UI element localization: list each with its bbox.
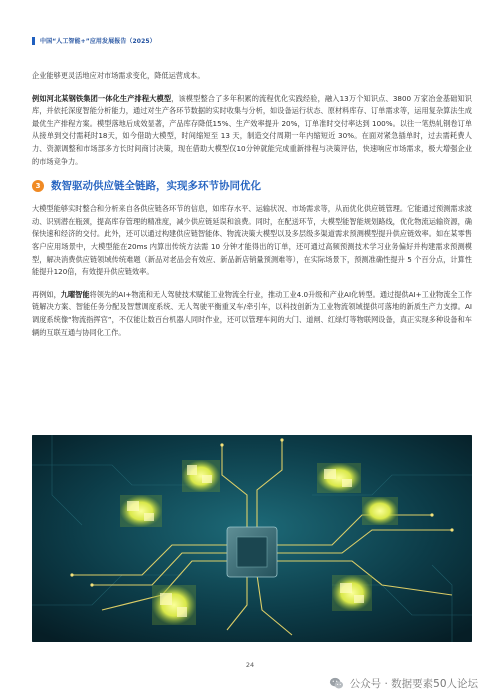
jiuyao-example-prefix: 再例如， <box>32 289 61 299</box>
steel-example-lead: 例如河北某钢铁集团一体化生产排程大模型 <box>32 93 172 103</box>
wechat-logo-icon <box>329 676 344 691</box>
paragraph-steel-example <box>32 93 472 169</box>
report-header <box>32 36 156 45</box>
jiuyao-company-name: 九曜智能 <box>60 289 90 299</box>
section-title: 数智驱动供应链全链路，实现多环节协同优化 <box>51 180 261 193</box>
section-number-badge: 3 <box>32 180 44 192</box>
page-number: 24 <box>245 661 255 669</box>
paragraph-0: 企业能够更灵活地应对市场需求变化，降低运营成本。 <box>32 71 205 80</box>
circuit-board-figure <box>32 435 472 642</box>
jiuyao-example-text: 将领先的AI+物流和无人驾驶技术赋能工业物流全行业，推动工业4.0升级和产业AI化转型。通过提供AI+工业物流全工作链解决方案、智能任务分配及智慧调度系统、无人驾驶平衡重叉车/牵引车，以科技创新为工业物流领域提供可落地的新质生产力支撑。AI调度系统像“物流指挥官”，不仅能让数百台机器人同时作业，还可以管理车间的大门、道闸、红绿灯等物联网设备，真正实现多种设备和车辆的互联互通与协同化工作。 <box>32 289 472 337</box>
watermark-text: 公众号 · 数据要素50人论坛 <box>349 678 478 690</box>
section-heading-3 <box>32 178 472 193</box>
circuit-board-chip-icon <box>32 435 472 642</box>
paragraph-supply-chain: 大模型能够实时整合和分析来自各供应链各环节的信息，如库存水平、运输状况、市场需求等，从而优化供应链管理。它能通过预测需求波动、识别潜在瓶颈，提高库存管理的精准度，减少供应链延误和浪费。同时，在配送环节，大模型能智能规划路线，优化物流运输资源，确保快速和经济的交付。此外，还可以通过构建供应链智能体、物流决策大模型以及多层级多渠道需求预测模型提升供应链效率。如在某零售客户应用场景中，大模型能在20ms 内算出传统方法需 10 分钟才能得出的订单，还可通过高频预测技术学习业务偏好并构建需求预测模型，解决消费供应链领域传统难题（新品对老品会有效应、新品新店销量预测难等），在实际场景下，预测准确性提升 5 个百分点，计算性能提升120倍，有效提升供应链效率。 <box>32 204 472 277</box>
watermark <box>329 676 478 691</box>
steel-example-text: ，该模型整合了多年积累的流程优化实践经验，融入13万个知识点、3800 万家冶金基础知识库，并依托深度智能分析能力，通过对生产各环节数据的实时收集与分析，如设备运行状态、原材料库存、订单需求等，运用复杂算法生成最优生产排程方案。模型落地后成效显著，产品库存降低15%、生产效率提升 20%，订单准时交付率达到 100%。以往一笔热轧钢卷订单从接单到交付需耗时18天，如今借助大模型，时间缩短至 13 天，制造交付周期一年内缩短近 30%。在面对紧急插单时，过去需耗费人力、资源调整和市场部多方长时间商讨决策，现在借助大模型仅10分钟就能完成重新排程与决策评估，快速响应市场需求，极大增强企业的市场竞争力。 <box>32 93 472 166</box>
paragraph-jiuyao-example <box>32 289 472 339</box>
report-title: 中国“人工智能+”应用发展报告（2025） <box>40 38 156 45</box>
main-content <box>32 70 472 349</box>
header-accent-bar <box>32 37 35 45</box>
